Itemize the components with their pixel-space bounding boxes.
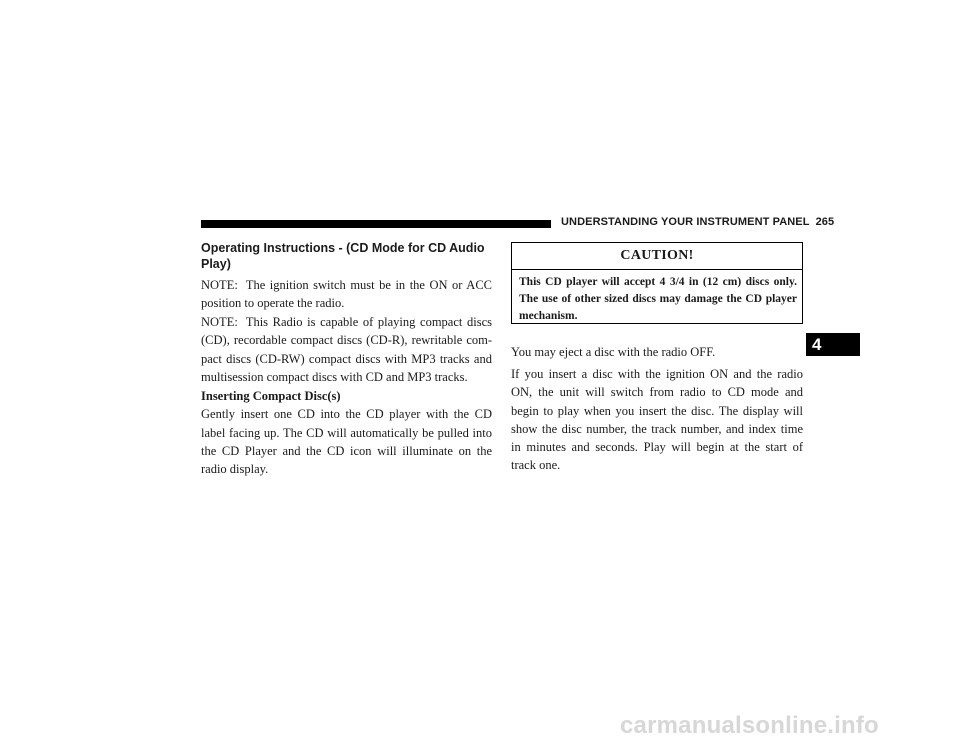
- caution-divider: [512, 269, 802, 270]
- section-title: UNDERSTANDING YOUR INSTRUMENT PANEL: [561, 216, 810, 228]
- note-disc-types: [201, 313, 492, 386]
- note-ignition: [201, 276, 492, 313]
- note-text: The ignition switch must be in the ON or ACC position to operate the radio.: [201, 278, 492, 311]
- watermark-logo: carmanualsonline.info: [620, 712, 879, 739]
- note-label: NOTE:: [201, 315, 238, 329]
- header-rule: [201, 220, 551, 228]
- eject-paragraph: You may eject a disc with the radio OFF.: [511, 345, 716, 359]
- inserting-section: [201, 387, 492, 478]
- insert-on-paragraph: If you insert a disc with the ignition ON and the radio ON, the unit will switch from radio to CD mode and begin to play when you insert the disc. The display will show the disc number, the track number, and index time in minutes and seconds. Play will begin at the start of track one.: [511, 367, 803, 473]
- running-header: [561, 216, 834, 228]
- subheading: Inserting Compact Disc(s): [201, 389, 341, 403]
- caution-text: This CD player will accept 4 3/4 in (12 cm) discs only. The use of other sized discs may damage the CD player mechanism.: [519, 276, 797, 322]
- note-text: This Radio is capable of playing compact discs (CD), recordable compact discs (CD-R), rewritable com-pact discs (CD-RW) compact discs with MP3 tracks and multisession compact discs with CD and MP3 tracks.: [201, 315, 492, 384]
- caution-title: CAUTION!: [620, 248, 694, 263]
- caution-box: [511, 242, 803, 324]
- inserting-text: Gently insert one CD into the CD player with the CD label facing up. The CD will automatically be pulled into the CD Player and the CD icon will illuminate on the radio display.: [201, 407, 492, 477]
- note-label: NOTE:: [201, 278, 238, 292]
- section-heading: Operating Instructions - (CD Mode for CD Audio Play): [201, 241, 485, 271]
- chapter-tab: 4: [806, 333, 860, 356]
- page-number: 265: [815, 216, 835, 228]
